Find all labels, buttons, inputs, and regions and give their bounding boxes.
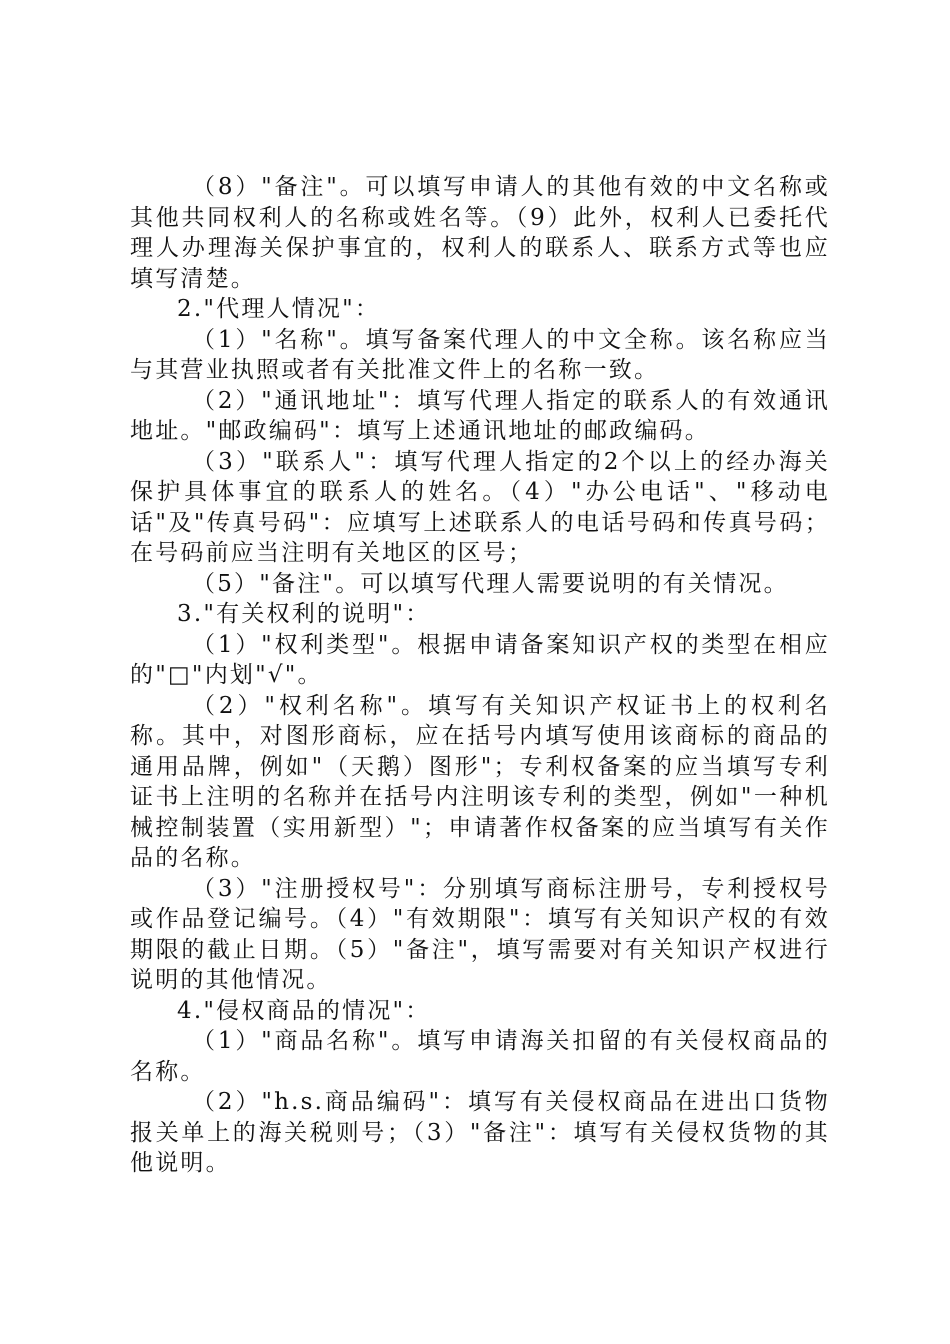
section-heading-rights-description: 3."有关权利的说明"： [177,601,431,627]
paragraph-right-type: （1）"权利类型"。根据申请备案知识产权的类型在相应的"□"内划"√"。 [130,631,830,688]
paragraph-registration-number: （3）"注册授权号"：分别填写商标注册号，专利授权号或作品登记编号。（4）"有效期限"：填写有关知识产权的有效期限的截止日期。（5）"备注"，填写需要对有关知识产权进行说明的其他情况。 [130,875,830,993]
document-body [130,172,830,1179]
paragraph-hs-code: （2）"h.s.商品编码"：填写有关侵权商品在进出口货物报关单上的海关税则号；（3）"备注"：填写有关侵权货物的其他说明。 [130,1089,830,1176]
paragraph-agent-address: （2）"通讯地址"：填写代理人指定的联系人的有效通讯地址。"邮政编码"：填写上述通讯地址的邮政编码。 [130,387,830,444]
paragraph-agent-name: （1）"名称"。填写备案代理人的中文全称。该名称应当与其营业执照或者有关批准文件上的名称一致。 [130,326,830,383]
paragraph-agent-remarks: （5）"备注"。可以填写代理人需要说明的有关情况。 [192,570,789,597]
section-heading-agent-info: 2."代理人情况"： [177,296,381,322]
paragraph-goods-name: （1）"商品名称"。填写申请海关扣留的有关侵权商品的名称。 [130,1028,830,1085]
paragraph-right-name: （2）"权利名称"。填写有关知识产权证书上的权利名称。其中，对图形商标，应在括号内填写使用该商标的商品的通用品牌，例如"（天鹅）图形"；专利权备案的应当填写专利证书上注明的名称并在括号内注明该专利的类型，例如"一种机械控制装置（实用新型）"；申请著作权备案的应当填写有关作品的名称。 [130,692,830,871]
paragraph-remarks-applicant: （8）"备注"。可以填写申请人的其他有效的中文名称或其他共同权利人的名称或姓名等。（9）此外，权利人已委托代理人办理海关保护事宜的，权利人的联系人、联系方式等也应填写清楚。 [130,174,830,292]
section-heading-infringing-goods: 4."侵权商品的情况"： [177,997,431,1024]
paragraph-agent-contact: （3）"联系人"：填写代理人指定的2个以上的经办海关保护具体事宜的联系人的姓名。（4）"办公电话"、"移动电话"及"传真号码"：应填写上述联系人的电话号码和传真号码；在号码前应当注明有关地区的区号； [130,448,830,566]
